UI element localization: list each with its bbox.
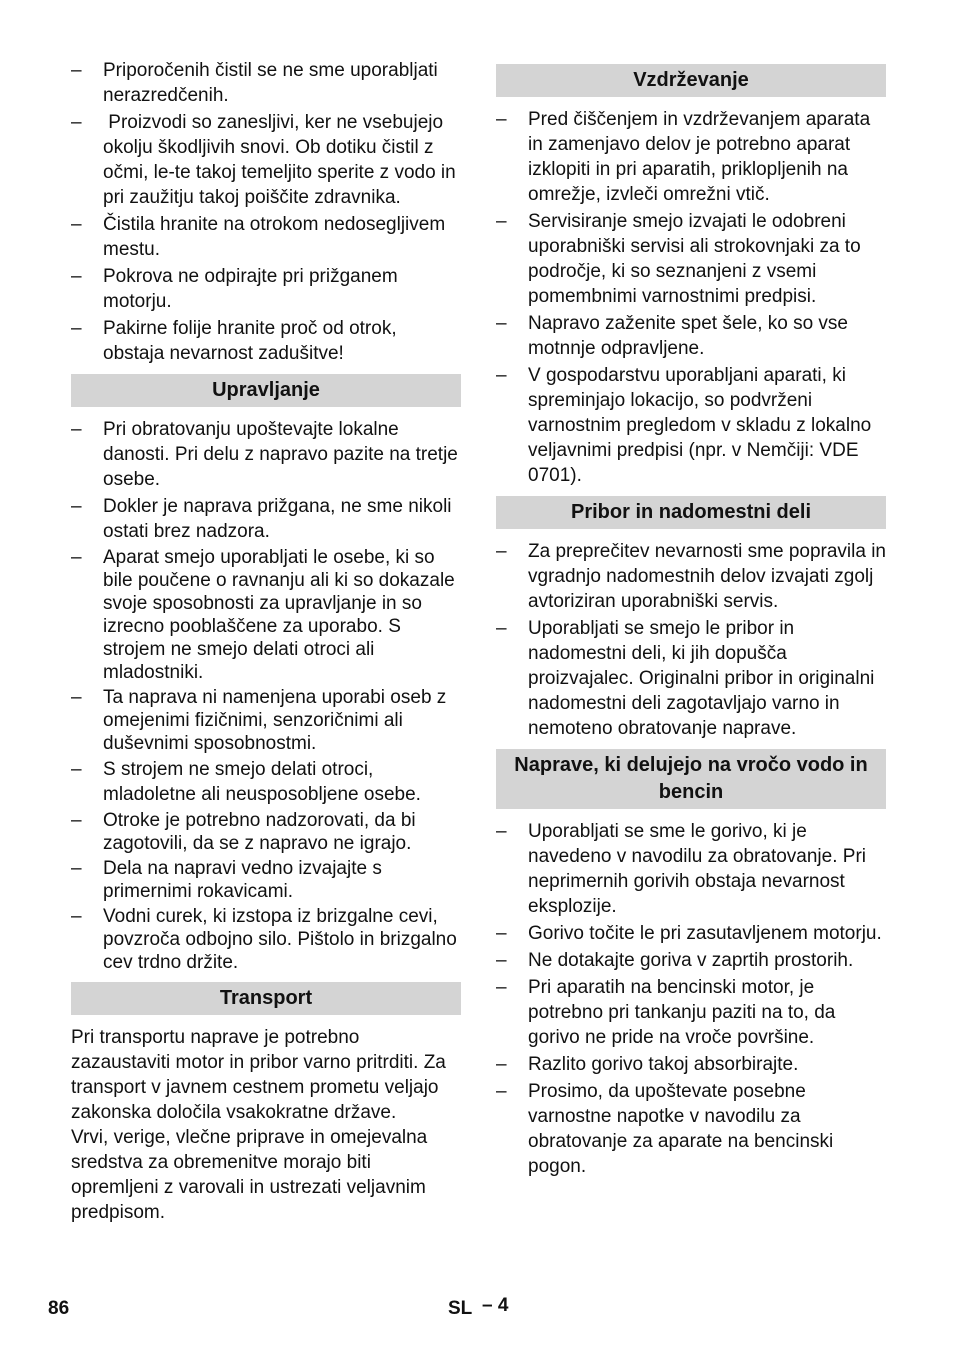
list-item: – Ne dotakajte goriva v zaprtih prostorih. <box>496 950 854 971</box>
list-item: – Uporabljati se sme le gorivo, ki je navedeno v navodilu za obratovanje. Pri neprimernih gorivih obstaja nevarnost eksplozije. <box>496 821 867 917</box>
pribor-list <box>496 539 886 741</box>
vzdrzevanje-list <box>496 107 886 488</box>
list-item: – Dokler je naprava prižgana, ne sme nikoli ostati brez nadzora. <box>71 496 452 542</box>
list-item: – Prosimo, da upoštevate posebne varnostne napotke v navodilu za obratovanje za aparate na bencinski pogon. <box>496 1081 834 1177</box>
naprave-list <box>496 819 886 1179</box>
transport-paragraph: Pri transportu naprave je potrebno zazaustaviti motor in pribor varno pritrditi. Za transport v javnem cestnem prometu veljajo zakonska določila vsakokratne države. <box>71 1027 446 1123</box>
list-item: – Napravo zaženite spet šele, ko so vse motnnje odpravljene. <box>496 313 849 359</box>
list-item: – V gospodarstvu uporabljani aparati, ki spreminjajo lokacijo, so podvrženi varnostnim pregledom v skladu z lokalno veljavnimi predpisi (npr. v Nemčiji: VDE 0701). <box>496 365 872 486</box>
footer-section-page: – 4 <box>482 1295 509 1316</box>
list-item: – Proizvodi so zanesljivi, ker ne vsebujejo okolju škodljivih snovi. Ob dotiku čistil z očmi, le-te takoj temeljito sperite z vodo in pri zaužitju takoj poiščite zdravnika. <box>71 112 461 208</box>
upravljanje-list <box>71 417 461 974</box>
list-item: – Vodni curek, ki izstopa iz brizgalne cevi, povzroča odbojno silo. Pištolo in brizgalno cev trdno držite. <box>71 906 457 973</box>
list-item: – S strojem ne smejo delati otroci, mladoletne ali neusposobljene osebe. <box>71 759 421 805</box>
list-item: – Gorivo točite le pri zasutavljenem motorju. <box>496 923 882 944</box>
page-number: 86 <box>48 1298 70 1319</box>
list-item: – Servisiranje smejo izvajati le odobreni uporabniški servisi ali strokovnjaki za to področje, ki so seznanjeni z vsemi pomembnimi varnostnimi predpisi. <box>496 211 861 307</box>
list-item: – Čistila hranite na otrokom nedosegljivem mestu. <box>71 214 446 260</box>
list-item: – Dela na napravi vedno izvajajte s primernimi rokavicami. <box>71 858 382 902</box>
list-item: – Pri obratovanju upoštevajte lokalne danosti. Pri delu z napravo pazite na tretje osebe. <box>71 419 458 490</box>
list-item: – Priporočenih čistil se ne sme uporabljati nerazredčenih. <box>71 60 438 106</box>
transport-paragraph: Vrvi, verige, vlečne priprave in omejevalna sredstva za obremenitve morajo biti opremljeni z varovali in ustrezati veljavnim predpisom. <box>71 1127 428 1223</box>
list-item: – Aparat smejo uporabljati le osebe, ki so bile poučene o ravnanju ali ki so dokazale svoje sposobnosti za upravljanje in so izrecno pooblaščene za uporabo. S strojem ne smejo delati otroci ali mladostniki. <box>71 547 455 683</box>
list-item: – Za preprečitev nevarnosti sme popravila in vgradnjo nadomestnih delov izvajati zgolj avtoriziran uporabniški servis. <box>496 541 887 612</box>
left-column <box>71 58 461 1225</box>
list-item: – Pri aparatih na bencinski motor, je potrebno pri tankanju paziti na to, da gorivo ne pride na vroče površine. <box>496 977 836 1048</box>
section-heading-upravljanje: Upravljanje <box>71 374 461 407</box>
list-item: – Pred čiščenjem in vzdrževanjem aparata in zamenjavo delov je potrebno aparat izklopiti in pri aparatih, priklopljenih na omrežje, izvleči omrežni vtič. <box>496 109 871 205</box>
list-item: – Razlito gorivo takoj absorbirajte. <box>496 1054 799 1075</box>
section-heading-naprave: Naprave, ki delujejo na vročo vodo in bencin <box>496 749 886 809</box>
section-heading-vzdrzevanje: Vzdrževanje <box>496 64 886 97</box>
section-heading-transport: Transport <box>71 982 461 1015</box>
intro-list <box>71 58 461 366</box>
list-item: – Pokrova ne odpirajte pri prižganem motorju. <box>71 266 398 312</box>
right-column <box>496 58 886 1181</box>
list-item: – Ta naprava ni namenjena uporabi oseb z omejenimi fizičnimi, senzoričnimi ali duševnimi sposobnostmi. <box>71 687 447 754</box>
list-item: – Uporabljati se smejo le pribor in nadomestni deli, ki jih dopušča proizvajalec. Originalni pribor in originalni nadomestni deli zagotavljajo varno in nemoteno obratovanje naprave. <box>496 618 875 739</box>
language-code: SL <box>448 1298 473 1319</box>
section-heading-pribor: Pribor in nadomestni deli <box>496 496 886 529</box>
list-item: – Otroke je potrebno nadzorovati, da bi zagotovili, da se z napravo ne igrajo. <box>71 810 416 854</box>
list-item: – Pakirne folije hranite proč od otrok, obstaja nevarnost zadušitve! <box>71 318 397 364</box>
